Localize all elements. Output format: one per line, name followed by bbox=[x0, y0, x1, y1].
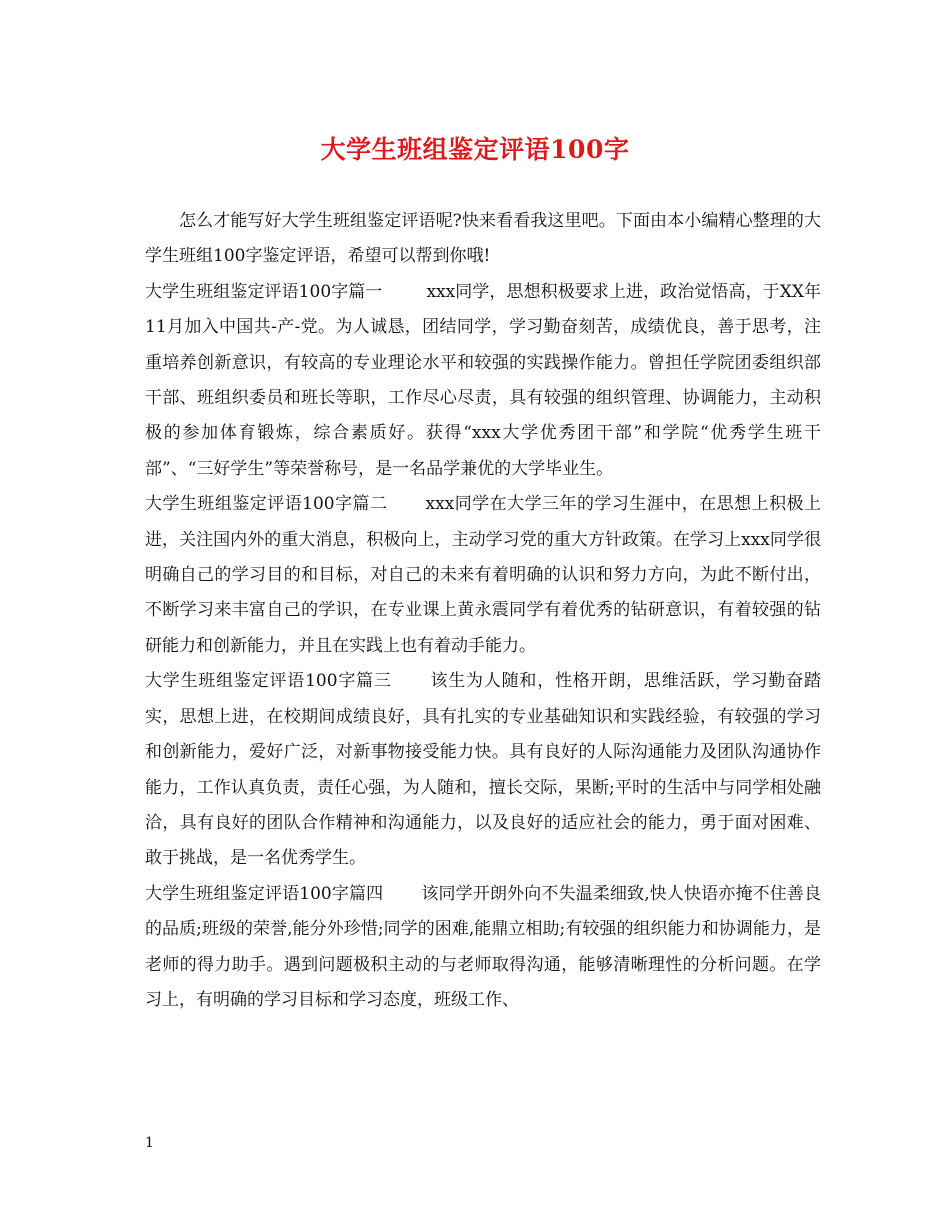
intro-paragraph: 怎么才能写好大学生班组鉴定评语呢?快来看看我这里吧。下面由本小编精心整理的大学生班组100字鉴定评语，希望可以帮到你哦! bbox=[145, 211, 821, 267]
section-paragraph bbox=[145, 664, 821, 876]
document-body bbox=[145, 204, 821, 1018]
section-heading: 大学生班组鉴定评语100字篇一 bbox=[145, 281, 383, 302]
section-text: 该同学开朗外向不失温柔细致,快人快语亦掩不住善良的品质;班级的荣誉,能分外珍惜;同学的困难,能鼎立相助;有较强的组织能力和协调能力，是老师的得力助手。遇到问题极积主动的与老师取得沟通，能够清晰理性的分析问题。在学习上，有明确的学习目标和学习态度，班级工作、 bbox=[145, 883, 822, 1010]
section-text: xxx同学在大学三年的学习生涯中，在思想上积极上进，关注国内外的重大消息，积极向上，主动学习党的重大方针政策。在学习上xxx同学很明确自己的学习目的和目标，对自己的未来有着明确的认识和努力方向，为此不断付出，不断学习来丰富自己的学识，在专业课上黄永震同学有着优秀的钻研意识，有着较强的钻研能力和创新能力，并且在实践上也有着动手能力。 bbox=[145, 494, 821, 656]
section-paragraph bbox=[145, 275, 821, 487]
section-heading: 大学生班组鉴定评语100字篇四 bbox=[145, 883, 384, 904]
page-number: 1 bbox=[145, 1135, 154, 1151]
document-title: 大学生班组鉴定评语100字 bbox=[320, 135, 630, 164]
section-paragraph bbox=[145, 487, 821, 664]
section-heading: 大学生班组鉴定评语100字篇二 bbox=[145, 494, 388, 515]
section-text: xxx同学，思想积极要求上进，政治觉悟高，于XX年11月加入中国共-产-党。为人诚恳，团结同学，学习勤奋刻苦，成绩优良，善于思考，注重培养创新意识，有较高的专业理论水平和较强的实践操作能力。曾担任学院团委组织部干部、班组织委员和班长等职，工作尽心尽责，具有较强的组织管理、协调能力，主动积极的参加体育锻炼，综合素质好。获得“xxx大学优秀团干部”和学院“优秀学生班干部”、“三好学生”等荣誉称号，是一名品学兼优的大学毕业生。 bbox=[145, 281, 821, 479]
section-heading: 大学生班组鉴定评语100字篇三 bbox=[145, 671, 392, 692]
section-text: 该生为人随和，性格开朗，思维活跃，学习勤奋踏实，思想上进，在校期间成绩良好，具有扎实的专业基础知识和实践经验，有较强的学习和创新能力，爱好广泛，对新事物接受能力快。具有良好的人际沟通能力及团队沟通协作能力，工作认真负责，责任心强，为人随和，擅长交际，果断;平时的生活中与同学相处融洽，具有良好的团队合作精神和沟通能力，以及良好的适应社会的能力，勇于面对困难、敢于挑战，是一名优秀学生。 bbox=[145, 671, 822, 869]
section-paragraph bbox=[145, 877, 821, 1019]
